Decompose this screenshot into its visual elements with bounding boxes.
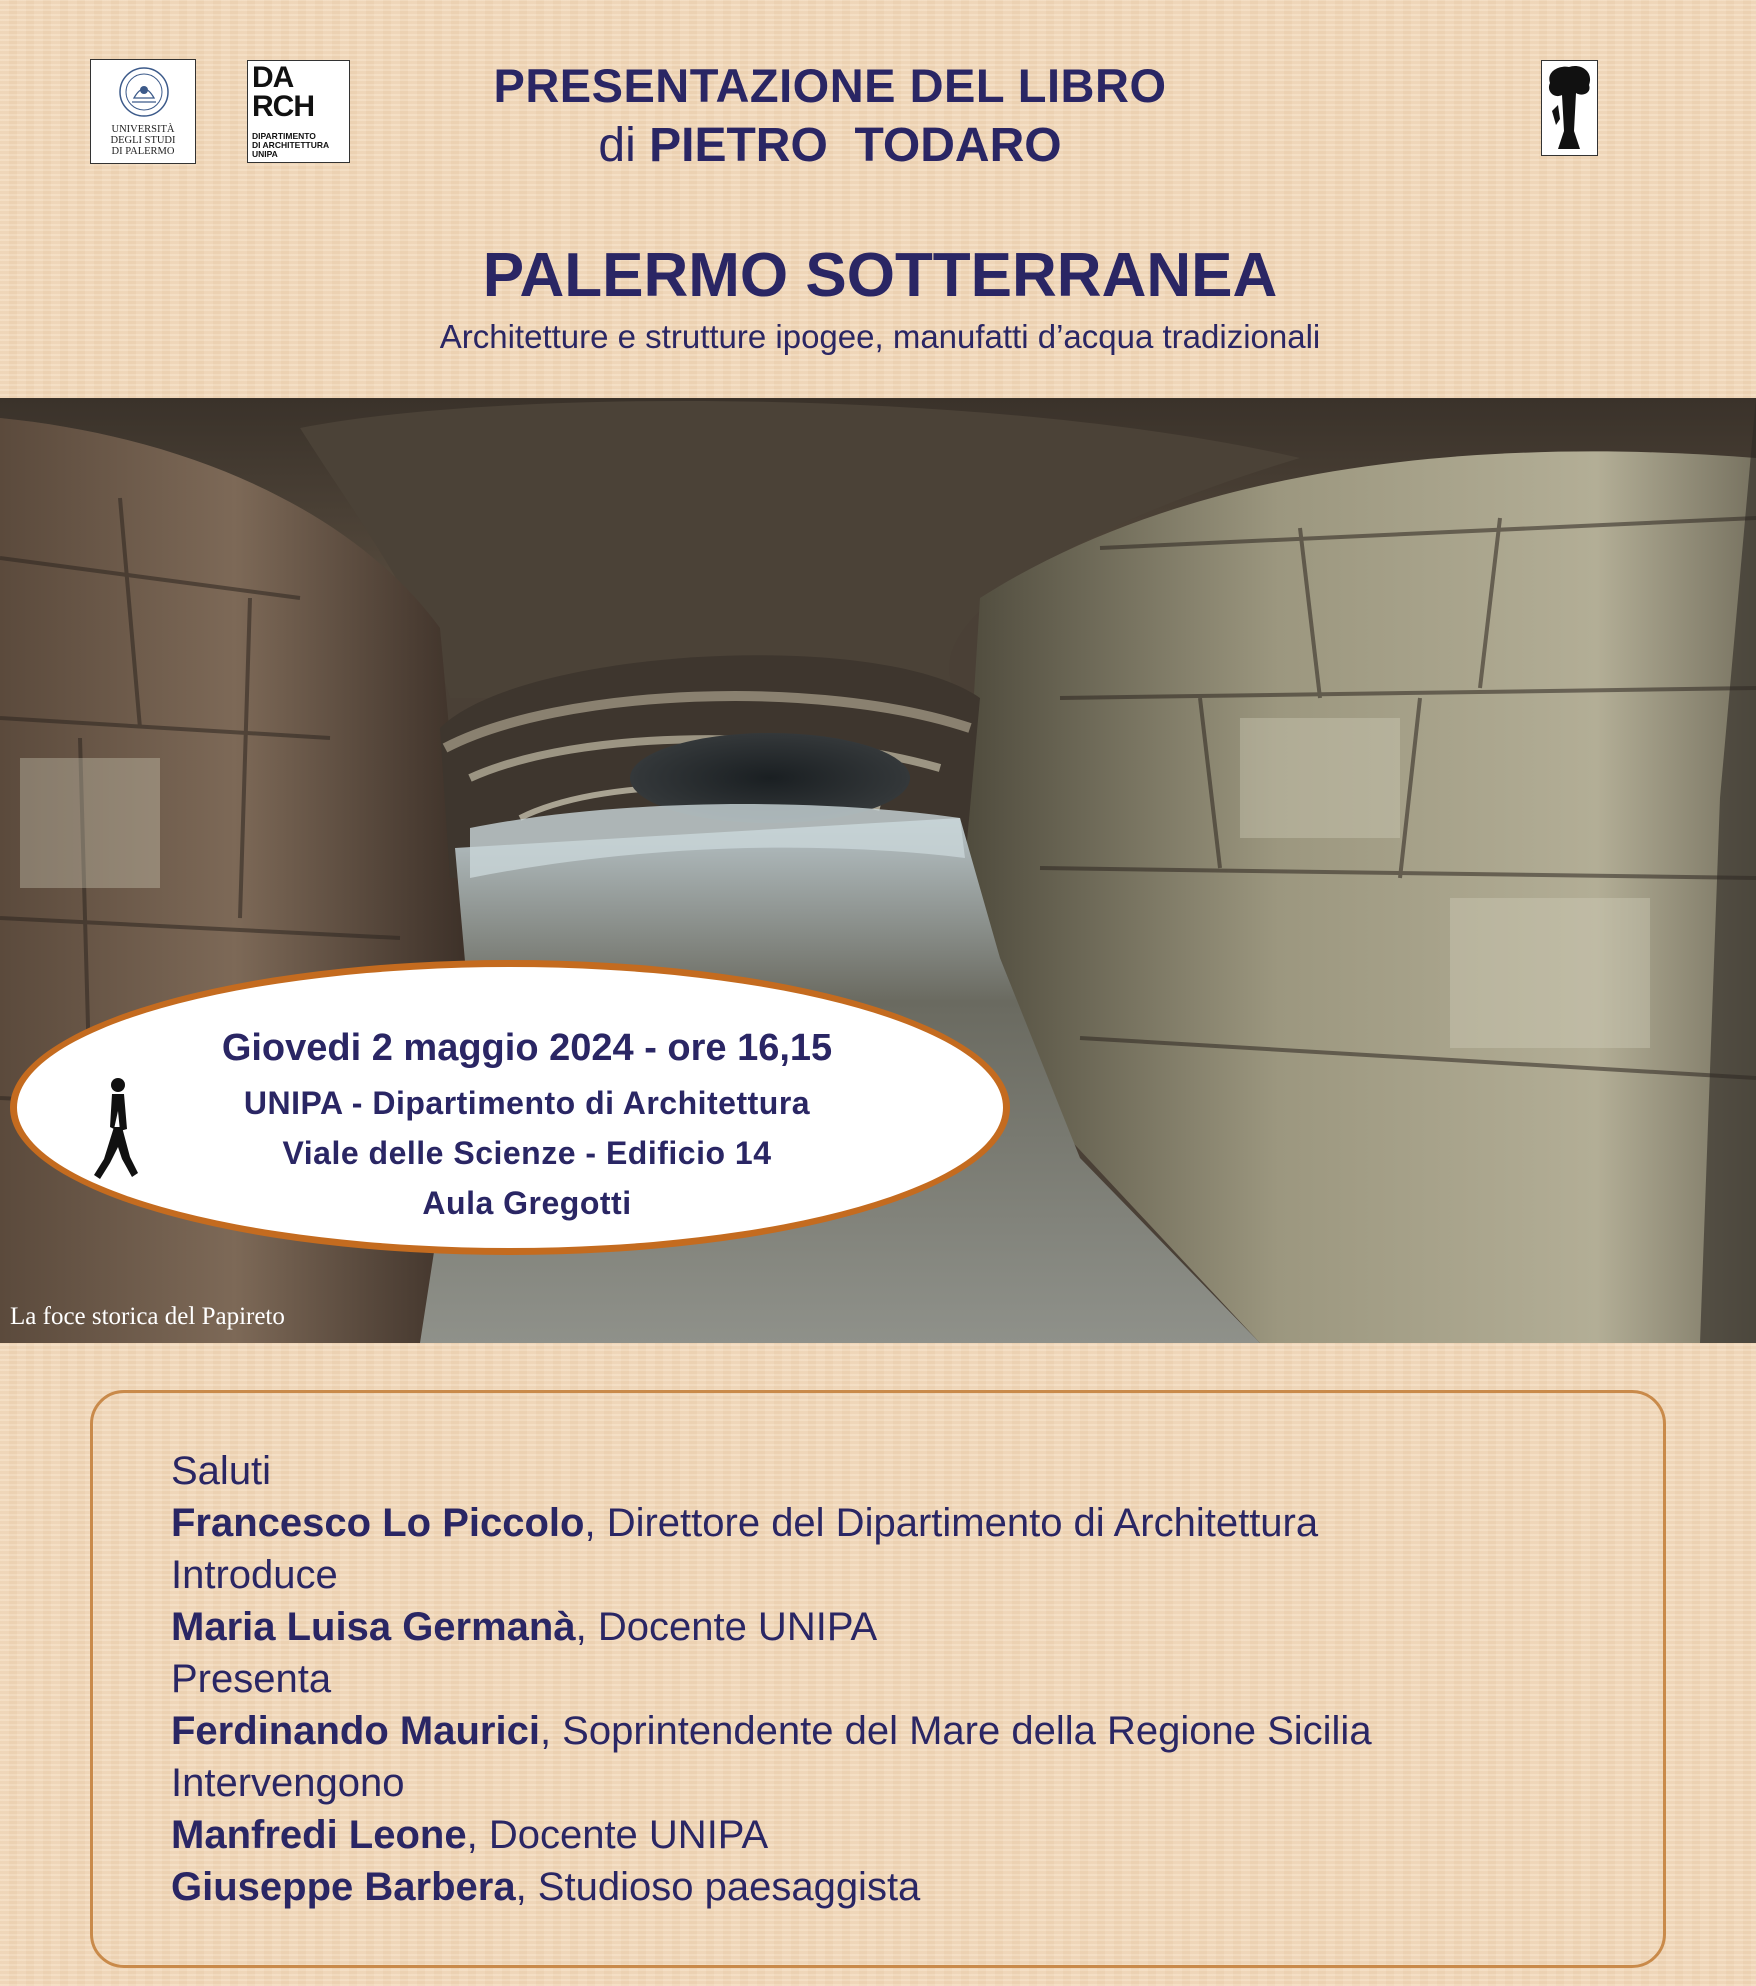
- speaker-name: Maria Luisa Germanà: [171, 1605, 576, 1649]
- program-speaker: [171, 1601, 1643, 1653]
- event-place: UNIPA - Dipartimento di Architettura: [243, 1085, 811, 1121]
- university-logo: [90, 59, 196, 164]
- header-author-name: PIETRO TODARO: [649, 119, 1062, 172]
- header-author-line: [330, 118, 1330, 173]
- program-list: [171, 1445, 1643, 1913]
- speaker-role: , Soprintendente del Mare della Regione Sicilia: [539, 1709, 1372, 1753]
- program-speaker: [171, 1705, 1643, 1757]
- book-title: PALERMO SOTTERRANEA: [482, 241, 1278, 310]
- speaker-role: , Studioso paesaggista: [515, 1865, 921, 1909]
- program-box: [90, 1390, 1666, 1968]
- speaker-role: , Docente UNIPA: [466, 1813, 769, 1857]
- program-label: Saluti: [171, 1449, 272, 1493]
- event-room: Aula Gregotti: [422, 1185, 632, 1221]
- program-speaker: [171, 1861, 1643, 1913]
- header-author-prefix: di: [598, 119, 650, 172]
- book-subtitle: Architetture e strutture ipogee, manufatti d’acqua tradizionali: [439, 318, 1321, 355]
- program-speaker: [171, 1809, 1643, 1861]
- program-label: Presenta: [171, 1657, 332, 1701]
- tree-logo: [1541, 60, 1598, 156]
- speaker-name: Ferdinando Maurici: [171, 1709, 540, 1753]
- program-label: Introduce: [171, 1553, 338, 1597]
- event-date-time: Giovedi 2 maggio 2024 - ore 16,15: [221, 1027, 833, 1069]
- photo-caption: La foce storica del Papireto: [10, 1303, 285, 1330]
- program-speaker: [171, 1497, 1643, 1549]
- event-info-ellipse: [10, 960, 1010, 1255]
- speaker-role: , Direttore del Dipartimento di Architettura: [584, 1501, 1319, 1545]
- tree-woodpecker-icon: [1542, 61, 1596, 154]
- program-label: Intervengono: [171, 1761, 405, 1805]
- university-logo-text: UNIVERSITÀ DEGLI STUDI DI PALERMO: [110, 124, 176, 157]
- speaker-name: Manfredi Leone: [171, 1813, 467, 1857]
- header-title: PRESENTAZIONE DEL LIBRO: [493, 59, 1167, 112]
- department-logo-text: DIPARTIMENTO DI ARCHITETTURA UNIPA: [252, 131, 330, 159]
- event-address: Viale delle Scienze - Edificio 14: [282, 1135, 772, 1171]
- speaker-name: Giuseppe Barbera: [171, 1865, 516, 1909]
- speaker-name: Francesco Lo Piccolo: [171, 1501, 585, 1545]
- department-logo-mark: DA RCH: [252, 61, 314, 123]
- university-seal-icon: [118, 66, 170, 118]
- speaker-role: , Docente UNIPA: [575, 1605, 878, 1649]
